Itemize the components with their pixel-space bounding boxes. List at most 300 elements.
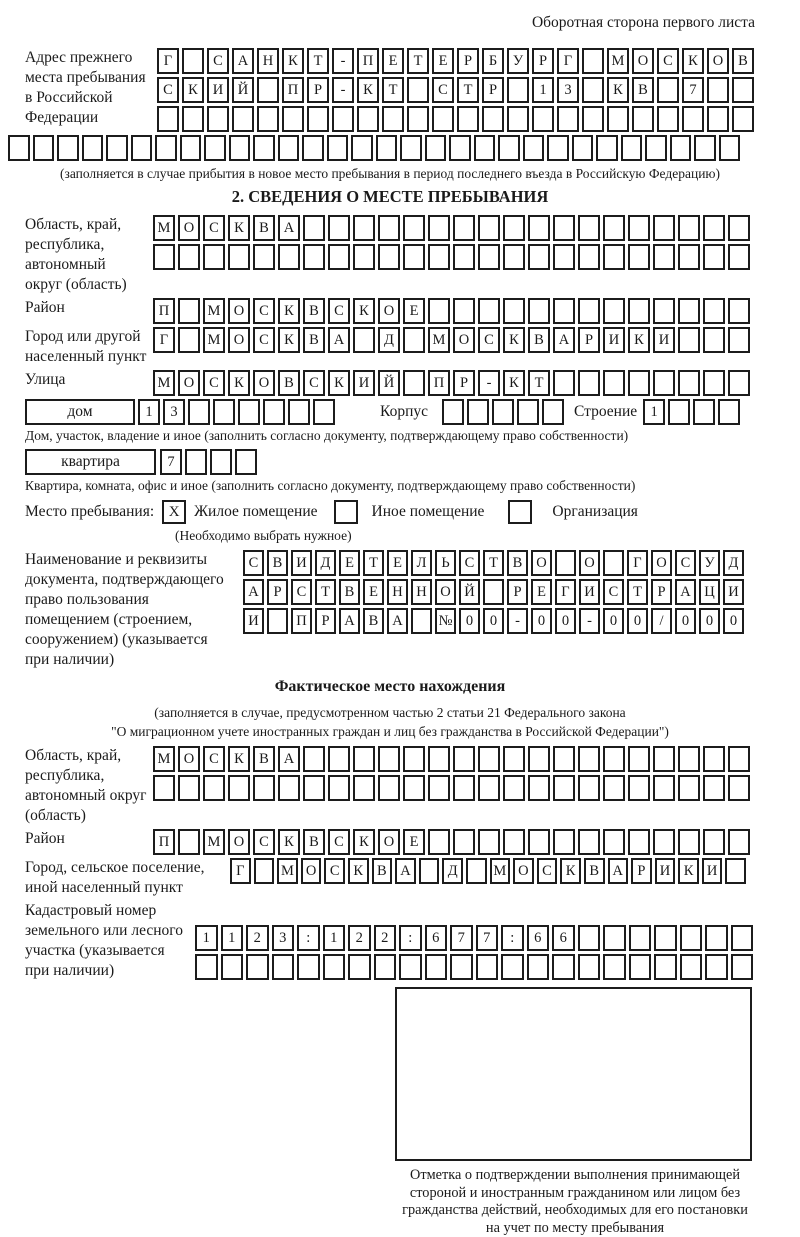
char-cell bbox=[307, 106, 329, 132]
label-line: (область) bbox=[25, 806, 153, 826]
actual-location-note-1: (заполняется в случае, предусмотренном частью 2 статьи 21 Федерального закона bbox=[25, 704, 755, 721]
char-cell bbox=[278, 135, 300, 161]
char-cell: А bbox=[232, 48, 254, 74]
char-cell: О bbox=[178, 370, 200, 396]
char-cell bbox=[482, 106, 504, 132]
char-cell: И bbox=[655, 858, 676, 884]
char-cell: С bbox=[253, 298, 275, 324]
char-cell bbox=[328, 244, 350, 270]
char-cell bbox=[628, 775, 650, 801]
char-cell: В bbox=[278, 370, 300, 396]
char-cell bbox=[178, 775, 200, 801]
char-cell: А bbox=[553, 327, 575, 353]
char-cell bbox=[453, 829, 475, 855]
char-cell bbox=[357, 106, 379, 132]
char-cell: - bbox=[507, 608, 528, 634]
char-cell bbox=[507, 106, 529, 132]
char-cell bbox=[628, 244, 650, 270]
char-cell: 0 bbox=[459, 608, 480, 634]
cadastre-block bbox=[25, 901, 755, 981]
char-cell bbox=[703, 244, 725, 270]
char-cell: О bbox=[632, 48, 654, 74]
label-line: Отметка о подтверждении выполнения принимающей bbox=[395, 1167, 755, 1185]
char-cell bbox=[503, 746, 525, 772]
char-cell bbox=[532, 106, 554, 132]
char-cell: А bbox=[395, 858, 416, 884]
char-cell bbox=[578, 775, 600, 801]
char-cell bbox=[207, 106, 229, 132]
char-cell bbox=[553, 775, 575, 801]
label-line: Область, край, bbox=[25, 215, 153, 235]
char-cell: П bbox=[153, 298, 175, 324]
char-cell bbox=[188, 399, 210, 425]
char-cell bbox=[555, 550, 576, 576]
char-cell bbox=[478, 215, 500, 241]
char-cell bbox=[707, 77, 729, 103]
char-cell bbox=[596, 135, 618, 161]
char-cell: 1 bbox=[221, 925, 244, 951]
label-line: сооружением) (указывается bbox=[25, 630, 243, 650]
char-cell bbox=[728, 746, 750, 772]
char-cell: 0 bbox=[483, 608, 504, 634]
char-cell bbox=[303, 746, 325, 772]
char-cell bbox=[578, 370, 600, 396]
label-line: республика, bbox=[25, 235, 153, 255]
char-cell bbox=[603, 829, 625, 855]
prev-address-note: (заполняется в случае прибытия в новое место пребывания в период последнего въезда в Российскую Федерацию) bbox=[25, 165, 755, 182]
fact-city-row bbox=[230, 858, 746, 884]
char-cell bbox=[257, 77, 279, 103]
char-cell: Н bbox=[411, 579, 432, 605]
char-cell: К bbox=[357, 77, 379, 103]
char-cell: 7 bbox=[450, 925, 473, 951]
region-row-2 bbox=[153, 244, 750, 270]
char-cell bbox=[425, 135, 447, 161]
char-cell: М bbox=[203, 829, 225, 855]
stroenie-label: Строение bbox=[574, 399, 637, 425]
char-cell bbox=[303, 215, 325, 241]
char-cell: О bbox=[707, 48, 729, 74]
char-cell bbox=[703, 370, 725, 396]
char-cell bbox=[629, 954, 652, 980]
char-cell: 2 bbox=[246, 925, 269, 951]
document-row-3 bbox=[243, 608, 744, 634]
char-cell bbox=[400, 135, 422, 161]
char-cell: Т bbox=[528, 370, 550, 396]
char-cell bbox=[425, 954, 448, 980]
char-cell bbox=[629, 925, 652, 951]
char-cell: Т bbox=[457, 77, 479, 103]
char-cell bbox=[728, 829, 750, 855]
char-cell bbox=[153, 775, 175, 801]
char-cell bbox=[552, 954, 575, 980]
char-cell bbox=[578, 215, 600, 241]
char-cell: Т bbox=[382, 77, 404, 103]
char-cell: № bbox=[435, 608, 456, 634]
char-cell: О bbox=[579, 550, 600, 576]
char-cell bbox=[478, 244, 500, 270]
char-cell: Р bbox=[532, 48, 554, 74]
char-cell bbox=[323, 954, 346, 980]
char-cell: 6 bbox=[425, 925, 448, 951]
char-cell bbox=[707, 106, 729, 132]
char-cell: К bbox=[503, 370, 525, 396]
char-cell: 1 bbox=[195, 925, 218, 951]
char-cell bbox=[603, 298, 625, 324]
char-cell: И bbox=[353, 370, 375, 396]
char-cell: : bbox=[501, 925, 524, 951]
char-cell: : bbox=[297, 925, 320, 951]
char-cell: 2 bbox=[374, 925, 397, 951]
char-cell: 7 bbox=[476, 925, 499, 951]
char-cell bbox=[503, 775, 525, 801]
char-cell: Д bbox=[442, 858, 463, 884]
char-cell: Г bbox=[153, 327, 175, 353]
char-cell bbox=[453, 298, 475, 324]
char-cell: Е bbox=[382, 48, 404, 74]
char-cell bbox=[718, 399, 740, 425]
apartment-row bbox=[160, 449, 257, 475]
char-cell: С bbox=[291, 579, 312, 605]
char-cell bbox=[288, 399, 310, 425]
char-cell bbox=[503, 298, 525, 324]
char-cell: В bbox=[303, 298, 325, 324]
char-cell: П bbox=[291, 608, 312, 634]
char-cell bbox=[353, 775, 375, 801]
label-line: помещением (строением, bbox=[25, 610, 243, 630]
char-cell: 2 bbox=[348, 925, 371, 951]
label-line: земельного или лесного bbox=[25, 921, 195, 941]
char-cell: К bbox=[228, 746, 250, 772]
char-cell: С bbox=[203, 746, 225, 772]
actual-location-note-2: "О миграционном учете иностранных граждан и лиц без гражданства в Российской Федерации") bbox=[25, 723, 755, 740]
char-cell: К bbox=[503, 327, 525, 353]
prev-address-label bbox=[25, 48, 157, 128]
char-cell: Т bbox=[307, 48, 329, 74]
char-cell bbox=[378, 775, 400, 801]
char-cell: С bbox=[157, 77, 179, 103]
char-cell bbox=[178, 298, 200, 324]
char-cell bbox=[547, 135, 569, 161]
char-cell: Р bbox=[482, 77, 504, 103]
char-cell bbox=[203, 775, 225, 801]
confirmation-caption bbox=[395, 1167, 755, 1237]
document-row-1 bbox=[243, 550, 744, 576]
char-cell bbox=[542, 399, 564, 425]
label-line: Город, сельское поселение, bbox=[25, 858, 230, 878]
label-line: при наличии) bbox=[25, 650, 243, 670]
label-line: Адрес прежнего bbox=[25, 48, 157, 68]
char-cell bbox=[228, 244, 250, 270]
char-cell bbox=[603, 215, 625, 241]
page-title: Оборотная сторона первого листа bbox=[25, 14, 755, 32]
char-cell: И bbox=[579, 579, 600, 605]
document-block bbox=[25, 550, 755, 670]
char-cell bbox=[253, 244, 275, 270]
char-cell: М bbox=[203, 327, 225, 353]
char-cell: 7 bbox=[682, 77, 704, 103]
char-cell: В bbox=[303, 829, 325, 855]
char-cell: М bbox=[428, 327, 450, 353]
fact-region-row-1 bbox=[153, 746, 750, 772]
document-row-2 bbox=[243, 579, 744, 605]
char-cell: Н bbox=[257, 48, 279, 74]
char-cell bbox=[553, 215, 575, 241]
label-line: стороной и иностранным гражданином или лицом без bbox=[395, 1185, 755, 1203]
char-cell bbox=[705, 954, 728, 980]
char-cell: О bbox=[453, 327, 475, 353]
char-cell: М bbox=[607, 48, 629, 74]
char-cell: М bbox=[153, 215, 175, 241]
char-cell bbox=[428, 775, 450, 801]
section2-title: 2. СВЕДЕНИЯ О МЕСТЕ ПРЕБЫВАНИЯ bbox=[25, 187, 755, 207]
char-cell: О bbox=[651, 550, 672, 576]
char-cell bbox=[353, 327, 375, 353]
char-cell bbox=[8, 135, 30, 161]
char-cell: И bbox=[243, 608, 264, 634]
char-cell bbox=[680, 925, 703, 951]
char-cell bbox=[374, 954, 397, 980]
char-cell bbox=[603, 954, 626, 980]
char-cell bbox=[328, 746, 350, 772]
char-cell: С bbox=[675, 550, 696, 576]
char-cell bbox=[498, 135, 520, 161]
char-cell: Ь bbox=[435, 550, 456, 576]
char-cell: 0 bbox=[699, 608, 720, 634]
char-cell bbox=[297, 954, 320, 980]
char-cell bbox=[703, 746, 725, 772]
char-cell: К bbox=[182, 77, 204, 103]
char-cell: Н bbox=[387, 579, 408, 605]
char-cell bbox=[678, 746, 700, 772]
char-cell bbox=[523, 135, 545, 161]
char-cell bbox=[182, 48, 204, 74]
char-cell: Р bbox=[267, 579, 288, 605]
fact-city-label bbox=[25, 858, 230, 898]
char-cell bbox=[578, 954, 601, 980]
char-cell: Е bbox=[363, 579, 384, 605]
char-cell: Е bbox=[403, 829, 425, 855]
char-cell bbox=[403, 244, 425, 270]
char-cell: И bbox=[603, 327, 625, 353]
char-cell bbox=[403, 215, 425, 241]
char-cell bbox=[228, 775, 250, 801]
char-cell: А bbox=[278, 746, 300, 772]
label-line: иной населенный пункт bbox=[25, 878, 230, 898]
char-cell bbox=[378, 215, 400, 241]
street-row bbox=[153, 370, 750, 396]
char-cell: 1 bbox=[532, 77, 554, 103]
char-cell bbox=[628, 829, 650, 855]
char-cell: Й bbox=[232, 77, 254, 103]
char-cell: О bbox=[378, 829, 400, 855]
fact-district-row bbox=[153, 829, 750, 855]
char-cell: Е bbox=[403, 298, 425, 324]
char-cell bbox=[267, 608, 288, 634]
char-cell: М bbox=[277, 858, 298, 884]
char-cell bbox=[607, 106, 629, 132]
char-cell bbox=[678, 370, 700, 396]
label-line: республика, bbox=[25, 766, 153, 786]
char-cell: В bbox=[303, 327, 325, 353]
char-cell: С bbox=[253, 829, 275, 855]
char-cell: Р bbox=[507, 579, 528, 605]
char-cell: О bbox=[253, 370, 275, 396]
char-cell bbox=[657, 106, 679, 132]
char-cell: 6 bbox=[527, 925, 550, 951]
char-cell bbox=[478, 829, 500, 855]
char-cell: К bbox=[228, 215, 250, 241]
char-cell: О bbox=[301, 858, 322, 884]
char-cell: В bbox=[372, 858, 393, 884]
prev-address-row-2 bbox=[157, 77, 754, 103]
char-cell bbox=[221, 954, 244, 980]
char-cell: 1 bbox=[323, 925, 346, 951]
stroenie-row bbox=[643, 399, 740, 425]
char-cell bbox=[378, 746, 400, 772]
char-cell bbox=[678, 298, 700, 324]
cadastre-row-1 bbox=[195, 925, 753, 951]
char-cell bbox=[678, 829, 700, 855]
char-cell: К bbox=[353, 298, 375, 324]
char-cell: И bbox=[291, 550, 312, 576]
option-organization-label: Организация bbox=[552, 499, 638, 525]
char-cell: А bbox=[339, 608, 360, 634]
char-cell: К bbox=[607, 77, 629, 103]
street-block bbox=[25, 370, 755, 396]
char-cell: С bbox=[253, 327, 275, 353]
char-cell: К bbox=[282, 48, 304, 74]
char-cell bbox=[678, 775, 700, 801]
char-cell bbox=[131, 135, 153, 161]
char-cell bbox=[703, 215, 725, 241]
char-cell bbox=[302, 135, 324, 161]
char-cell: У bbox=[699, 550, 720, 576]
stay-type-hint: (Необходимо выбрать нужное) bbox=[175, 527, 755, 544]
char-cell bbox=[528, 746, 550, 772]
confirmation-block bbox=[395, 987, 755, 1237]
char-cell: К bbox=[278, 298, 300, 324]
char-cell: С bbox=[243, 550, 264, 576]
char-cell bbox=[195, 954, 218, 980]
label-line: при наличии) bbox=[25, 961, 195, 981]
fact-region-label bbox=[25, 746, 153, 826]
char-cell bbox=[411, 608, 432, 634]
char-cell bbox=[503, 244, 525, 270]
char-cell bbox=[603, 775, 625, 801]
char-cell: А bbox=[243, 579, 264, 605]
document-label bbox=[25, 550, 243, 670]
label-line: автономный округ bbox=[25, 786, 153, 806]
char-cell: С bbox=[478, 327, 500, 353]
char-cell: Р bbox=[631, 858, 652, 884]
char-cell bbox=[628, 215, 650, 241]
char-cell: А bbox=[675, 579, 696, 605]
char-cell: П bbox=[282, 77, 304, 103]
char-cell bbox=[732, 106, 754, 132]
char-cell bbox=[178, 244, 200, 270]
char-cell bbox=[728, 215, 750, 241]
char-cell bbox=[263, 399, 285, 425]
char-cell bbox=[528, 775, 550, 801]
char-cell: И bbox=[653, 327, 675, 353]
char-cell bbox=[453, 215, 475, 241]
char-cell: Р bbox=[457, 48, 479, 74]
checkbox-organization bbox=[508, 500, 532, 524]
char-cell: С bbox=[432, 77, 454, 103]
char-cell: 0 bbox=[531, 608, 552, 634]
char-cell: Л bbox=[411, 550, 432, 576]
char-cell: Р bbox=[453, 370, 475, 396]
char-cell bbox=[253, 135, 275, 161]
char-cell bbox=[725, 858, 746, 884]
apartment-note: Квартира, комната, офис и иное (заполнить согласно документу, подтверждающему право собственности) bbox=[25, 477, 755, 494]
char-cell bbox=[419, 858, 440, 884]
char-cell: А bbox=[278, 215, 300, 241]
char-cell: Д bbox=[723, 550, 744, 576]
char-cell: Г bbox=[157, 48, 179, 74]
char-cell: О bbox=[228, 327, 250, 353]
region-label bbox=[25, 215, 153, 295]
char-cell bbox=[378, 244, 400, 270]
char-cell bbox=[582, 106, 604, 132]
char-cell: В bbox=[253, 215, 275, 241]
char-cell: Г bbox=[557, 48, 579, 74]
char-cell bbox=[553, 370, 575, 396]
char-cell: О bbox=[531, 550, 552, 576]
label-line: Кадастровый номер bbox=[25, 901, 195, 921]
char-cell: О bbox=[513, 858, 534, 884]
prev-address-row-3 bbox=[157, 106, 754, 132]
char-cell bbox=[653, 746, 675, 772]
char-cell bbox=[657, 77, 679, 103]
char-cell bbox=[303, 775, 325, 801]
district-block bbox=[25, 298, 755, 324]
char-cell bbox=[582, 48, 604, 74]
char-cell bbox=[478, 298, 500, 324]
char-cell bbox=[553, 746, 575, 772]
label-line: Область, край, bbox=[25, 746, 153, 766]
char-cell bbox=[621, 135, 643, 161]
char-cell bbox=[653, 829, 675, 855]
char-cell bbox=[728, 298, 750, 324]
char-cell bbox=[682, 106, 704, 132]
char-cell bbox=[578, 298, 600, 324]
char-cell: Е bbox=[432, 48, 454, 74]
char-cell bbox=[492, 399, 514, 425]
char-cell bbox=[732, 77, 754, 103]
char-cell bbox=[246, 954, 269, 980]
char-cell bbox=[428, 746, 450, 772]
char-cell bbox=[628, 370, 650, 396]
char-cell: - bbox=[332, 48, 354, 74]
stay-type-label: Место пребывания: bbox=[25, 499, 154, 525]
char-cell bbox=[407, 77, 429, 103]
char-cell bbox=[153, 244, 175, 270]
char-cell bbox=[204, 135, 226, 161]
char-cell: 3 bbox=[272, 925, 295, 951]
char-cell: С bbox=[459, 550, 480, 576]
char-cell bbox=[476, 954, 499, 980]
char-cell bbox=[528, 215, 550, 241]
char-cell bbox=[178, 829, 200, 855]
char-cell bbox=[203, 244, 225, 270]
char-cell bbox=[507, 77, 529, 103]
char-cell bbox=[327, 135, 349, 161]
char-cell: Ц bbox=[699, 579, 720, 605]
region-row-1 bbox=[153, 215, 750, 241]
char-cell bbox=[628, 298, 650, 324]
